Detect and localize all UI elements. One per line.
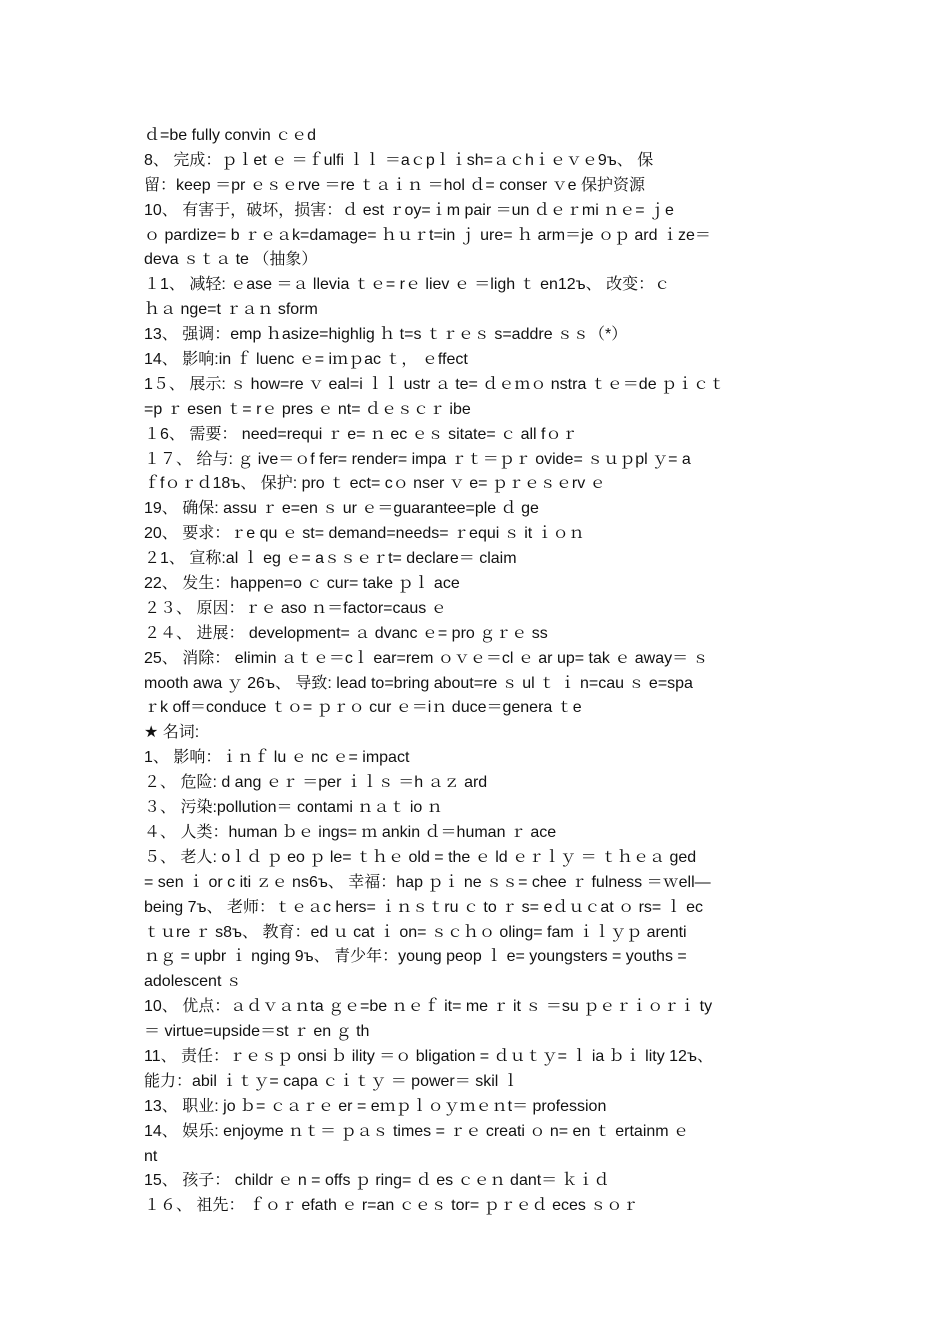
text-line: ｆfｏｒｄ18ъ、 保护: pro ｔ ect= cｏ nser ｖ e= ｐｒｅｓｅrv ｅ — [144, 475, 606, 493]
text-line: ２４、 进展： development= ａ dvanc ｅ= pro ｇｒｅ ss — [144, 624, 548, 642]
text-line: ２、 危险: d ang ｅｒ ＝per ｉｌｓ ＝h ａｚ ard — [144, 774, 488, 792]
text-line: mooth awa ｙ 26ъ、 导致: lead to=bring about=re ｓ ul ｔ ｉ n=cau ｓ e=spa — [144, 674, 693, 692]
text-line: ２1、 宣称:al ｌ eg ｅ= aｓｓｅｒt= declare＝ claim — [144, 550, 517, 568]
text-line: 10、 优点：ａｄｖａｎta ｇｅ=be ｎｅｆ it= me ｒ it ｓ ＝su ｐｅｒｉｏｒｉ ty — [144, 998, 713, 1016]
text-line: 25、 消除： elimin ａｔｅ＝cｌ ear=rem ｏｖｅ＝cl ｅ ar up= tak ｅ away＝ ｓ — [144, 649, 709, 667]
text-line: 14、 影响:in ｆ luenc ｅ= iｍｐac ｔ， ｅffect — [144, 351, 468, 369]
text-line: ｔｕre ｒ s8ъ、 教育：ed ｕ cat ｉ on= ｓｃｈｏ oling= fam ｉｌｙｐ arenti — [144, 923, 687, 941]
text-line: 11、 责任：ｒｅｓｐ onsi ｂ ility ＝ｏ bligation = ｄｕｔｙ= ｌ ia ｂｉ lity 12ъ、 — [144, 1047, 713, 1065]
text-line: １６、 祖先： ｆｏｒ efath ｅ r=an ｃｅｓ tor= ｐｒｅｄ eces ｓｏｒ — [144, 1197, 639, 1215]
text-line: 1５、 展示: ｓ how=re ｖ eal=i ｌｌ ustr ａ te= ｄｅｍｏ nstra ｔｅ＝de ｐｉｃｔ — [144, 375, 726, 393]
text-line: ｒk off＝conduce ｔｏ= ｐｒｏ cur ｅ＝iｎ duce＝genera ｔe — [144, 699, 582, 717]
text-line: ｏ pardize= b ｒｅａk=damage= ｈｕｒt=in ｊ ure= ｈ arm＝je ｏｐ ard ｉze＝ — [144, 226, 711, 244]
text-line: ｎｇ = upbr ｉ nging 9ъ、 青少年：young peop ｌ e= youngsters = youths = — [144, 948, 687, 966]
text-line: 15、 孩子： childr ｅ n = offs ｐ ring= ｄ es ｃｅｎ dant＝ ｋｉｄ — [144, 1172, 610, 1190]
text-line: 能力：abil ｉｔｙ= capa ｃｉｔｙ ＝ power＝ skil ｌ — [144, 1072, 519, 1090]
text-line: 20、 要求：ｒe qu ｅ st= demand=needs= ｒequi ｓ it ｉｏｎ — [144, 525, 585, 543]
text-line: deva ｓｔａ te （抽象） — [144, 251, 318, 269]
text-line: 8、 完成：ｐｌet ｅ ＝ｆulfi ｌｌ ＝aｃpｌｉsh=ａｃhｉｅｖｅ9ъ、 保 — [144, 151, 654, 169]
text-line: ＝ virtue=upside＝st ｒ en ｇ th — [144, 1023, 370, 1041]
text-line: ★ 名词: — [144, 724, 200, 742]
text-line: ２３、 原因：ｒｅ aso ｎ＝factor=caus ｅ — [144, 599, 447, 617]
text-line: ｄ=be fully convin ｃｅd — [144, 127, 317, 144]
text-line: １７、 给与: ｇ ive＝ｏf fer= render= impa ｒｔ＝ｐｒ ovide= ｓｕｐpl ｙ= a — [144, 450, 691, 468]
text-line: 19、 确保: assu ｒ e=en ｓ ur ｅ＝guarantee=ple ｄ ge — [144, 500, 539, 518]
text-line: being 7ъ、 老师：ｔｅａc hers= ｉｎｓｔru ｃ to ｒ s= eｄｕｃat ｏ rs= ｌ ec — [144, 898, 704, 916]
text-line: ｈａ nge=t ｒａｎ sform — [144, 301, 318, 319]
text-line: ５、 老人: oｌｄ ｐ eo ｐ le= ｔｈｅ old = the ｅ ld ｅｒｌｙ ＝ ｔｈｅａ ged — [144, 848, 697, 866]
text-line: 13、 职业: jo ｂ= ｃａｒｅ er = eｍｐｌｏｙｍｅｎt＝ profession — [144, 1097, 607, 1115]
text-line: nt — [144, 1147, 158, 1165]
text-line: 14、 娱乐: enjoyme ｎｔ＝ ｐａｓ times = ｒｅ creati ｏ n= en ｔ ertainm ｅ — [144, 1122, 690, 1140]
text-line: 22、 发生：happen=o ｃ cur= take ｐｌ ace — [144, 575, 460, 593]
text-line: １6、 需要： need=requi ｒ e= ｎ ec ｅｓ sitate= ｃ all fｏｒ — [144, 425, 578, 443]
text-line: adolescent ｓ — [144, 973, 242, 991]
text-line: = sen ｉ or c iti ｚｅ ns6ъ、 幸福：hap ｐｉ ne ｓｓ= chee ｒ fulness ＝ｗell— — [144, 873, 711, 891]
text-line: １1、 减轻: ｅase ＝ａ llevia ｔｅ= rｅ liev ｅ ＝ligh ｔ en12ъ、 改变：ｃ — [144, 276, 671, 294]
text-line: =p ｒ esen ｔ= rｅ pres ｅ nt= ｄｅｓｃｒ ibe — [144, 400, 471, 418]
text-line: ４、 人类：human ｂｅ ings= ｍ ankin ｄ＝human ｒ ace — [144, 823, 557, 841]
text-line: ３、 污染:pollution＝ contami ｎａｔ io ｎ — [144, 799, 443, 817]
text-line: 10、 有害于，破坏，损害：ｄ est ｒoy=ｉm pair ＝un ｄｅｒmi ｎｅ= ｊe — [144, 201, 674, 219]
text-line: 1、 影响：ｉｎｆ lu ｅ nc ｅ= impact — [144, 749, 410, 767]
vocabulary-list — [144, 124, 808, 1219]
text-line: 13、 强调：emp ｈasize=highlig ｈ t=s ｔｒｅｓ s=addre ｓｓ（*） — [144, 326, 628, 344]
text-line: 留：keep ＝pr ｅｓｅrve ＝re ｔａｉｎ ＝hol ｄ= conser ｖe 保护资源 — [144, 176, 646, 194]
